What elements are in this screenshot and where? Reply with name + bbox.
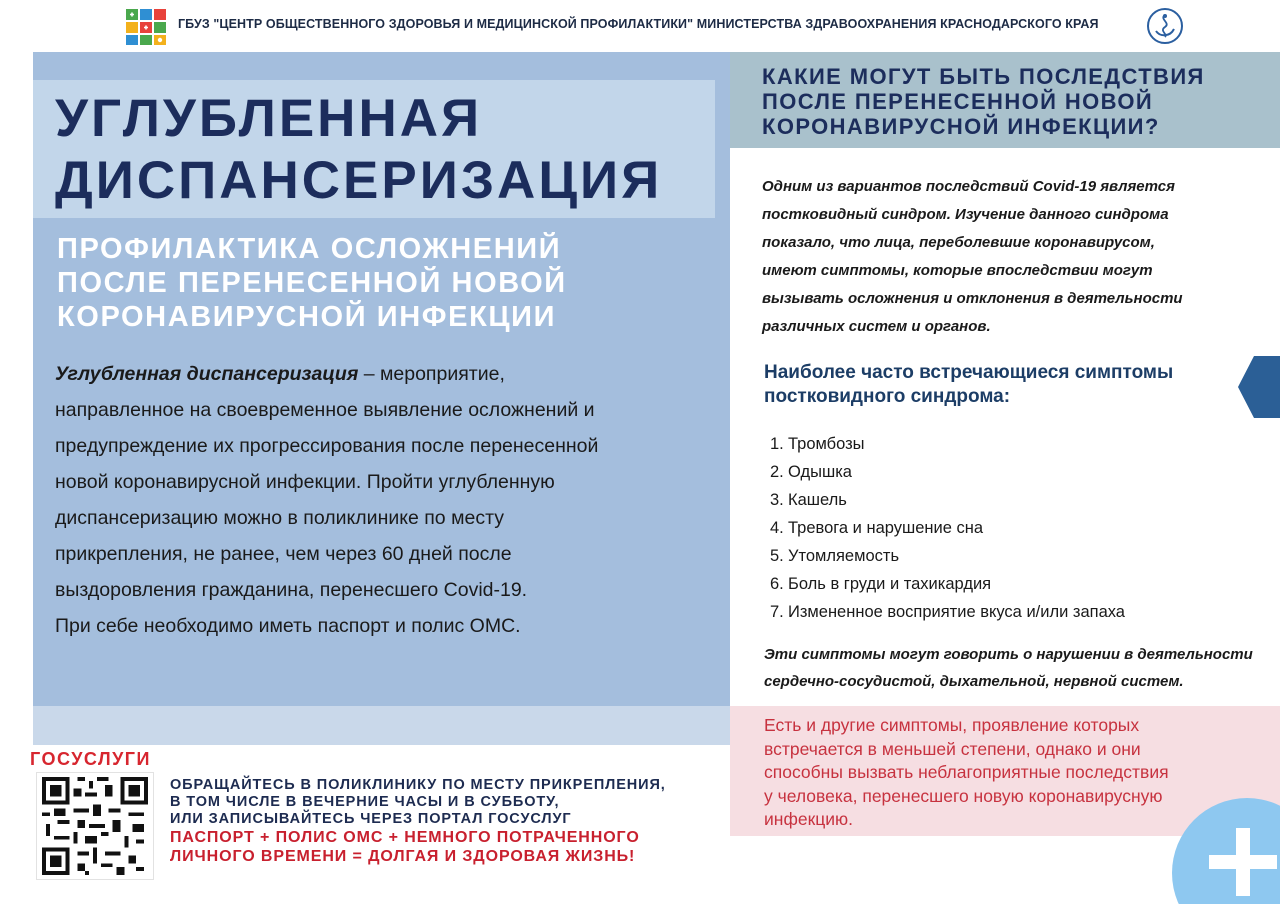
- consequences-title: [762, 64, 1205, 139]
- description-line: новой коронавирусной инфекции. Пройти углубленную: [55, 471, 555, 493]
- other-symptoms-line: способны вызвать неблагоприятные последствия: [764, 762, 1169, 782]
- description-line: прикрепления, не ранее, чем через 60 дней после: [55, 543, 512, 565]
- plus-icon: [1172, 798, 1280, 904]
- other-symptoms-text: [764, 714, 1169, 832]
- symptoms-heading-line: постковидного синдрома:: [764, 386, 1011, 407]
- list-item-text: Кашель: [788, 491, 847, 509]
- page-title-line: УГЛУБЛЕННАЯ: [55, 89, 483, 148]
- intro-line: показало, что лица, переболевшие коронавирусом,: [762, 234, 1155, 251]
- outro-line: сердечно-сосудистой, дыхательной, нервной систем.: [764, 673, 1184, 690]
- subtitle-line: ПОСЛЕ ПЕРЕНЕСЕННОЙ НОВОЙ: [57, 267, 567, 299]
- cta-line: ИЛИ ЗАПИСЫВАЙТЕСЬ ЧЕРЕЗ ПОРТАЛ ГОСУСЛУГ: [170, 811, 572, 827]
- list-item-text: Боль в груди и тахикардия: [788, 575, 992, 593]
- consequences-title-line: ПОСЛЕ ПЕРЕНЕСЕННОЙ НОВОЙ: [762, 89, 1154, 114]
- other-symptoms-line: встречается в меньшей степени, однако и они: [764, 738, 1141, 759]
- cta-slogan-line: ПАСПОРТ + ПОЛИС ОМС + НЕМНОГО ПОТРАЧЕННОГО: [170, 829, 640, 846]
- list-item-number: 1.: [770, 435, 784, 453]
- list-item: [770, 514, 1125, 542]
- symptoms-heading-line: Наиболее часто встречающиеся симптомы: [764, 362, 1174, 383]
- list-item-number: 7.: [770, 603, 784, 621]
- cta-line: В ТОМ ЧИСЛЕ В ВЕЧЕРНИЕ ЧАСЫ И В СУББОТУ,: [170, 794, 560, 810]
- description-line: диспансеризацию можно в поликлинике по месту: [55, 507, 504, 529]
- list-item-text: Тромбозы: [788, 435, 865, 453]
- list-item: [770, 430, 1125, 458]
- list-item: [770, 570, 1125, 598]
- symptoms-outro: [764, 641, 1253, 695]
- page-subtitle: [57, 232, 567, 334]
- gosuslugi-label: ГОСУСЛУГИ: [30, 749, 151, 769]
- description-line: предупреждение их прогрессирования после перенесенной: [55, 435, 599, 457]
- list-item-number: 6.: [770, 575, 784, 593]
- description-line: [55, 356, 705, 392]
- intro-line: Одним из вариантов последствий Covid-19 является: [762, 178, 1175, 195]
- organization-logo-icon: [126, 9, 166, 45]
- arrow-left-icon: [1238, 356, 1280, 418]
- subtitle-line: ПРОФИЛАКТИКА ОСЛОЖНЕНИЙ: [57, 233, 562, 265]
- ministry-emblem-icon: [1146, 7, 1184, 45]
- postcovid-intro: [762, 173, 1183, 341]
- list-item-number: 4.: [770, 519, 784, 537]
- list-item-number: 5.: [770, 547, 784, 565]
- call-to-action: [170, 777, 666, 866]
- description-line: При себе необходимо иметь паспорт и полис ОМС.: [55, 615, 521, 637]
- description-line: направленное на своевременное выявление осложнений и: [55, 399, 595, 421]
- list-item: [770, 458, 1125, 486]
- cta-slogan-line: ЛИЧНОГО ВРЕМЕНИ = ДОЛГАЯ И ЗДОРОВАЯ ЖИЗНЬ!: [170, 848, 636, 865]
- cta-line: ОБРАЩАЙТЕСЬ В ПОЛИКЛИНИКУ ПО МЕСТУ ПРИКРЕПЛЕНИЯ,: [170, 777, 666, 793]
- outro-line: Эти симптомы могут говорить о нарушении в деятельности: [764, 646, 1253, 663]
- other-symptoms-line: Есть и другие симптомы, проявление которых: [764, 715, 1140, 735]
- subtitle-line: КОРОНАВИРУСНОЙ ИНФЕКЦИИ: [57, 301, 557, 333]
- other-symptoms-line: инфекцию.: [764, 809, 854, 829]
- intro-line: различных систем и органов.: [762, 318, 991, 335]
- page-title: [55, 88, 662, 212]
- symptoms-list: [770, 430, 1125, 626]
- list-item: [770, 486, 1125, 514]
- consequences-title-line: КОРОНАВИРУСНОЙ ИНФЕКЦИИ?: [762, 114, 1160, 139]
- list-item-text: Утомляемость: [788, 547, 900, 565]
- left-bottom-strip: [33, 706, 730, 745]
- description-text: [55, 356, 705, 644]
- qr-code[interactable]: [36, 772, 154, 880]
- page-header: [0, 0, 1280, 52]
- page-title-line: ДИСПАНСЕРИЗАЦИЯ: [55, 151, 663, 210]
- description-emphasis: Углубленная диспансеризация: [55, 363, 359, 385]
- intro-line: вызывать осложнения и отклонения в деятельности: [762, 290, 1183, 307]
- list-item: [770, 542, 1125, 570]
- list-item-text: Одышка: [788, 463, 852, 481]
- list-item-text: Тревога и нарушение сна: [788, 519, 984, 537]
- list-item-number: 2.: [770, 463, 784, 481]
- description-first-rest: – мероприятие,: [358, 363, 505, 385]
- list-item-text: Измененное восприятие вкуса и/или запаха: [788, 603, 1125, 621]
- organization-name: ГБУЗ "ЦЕНТР ОБЩЕСТВЕННОГО ЗДОРОВЬЯ И МЕДИЦИНСКОЙ ПРОФИЛАКТИКИ" МИНИСТЕРСТВА ЗДРАВООХРАНЕНИЯ КРАСНОДАРСКОГО КРАЯ: [178, 17, 1099, 31]
- consequences-title-line: КАКИЕ МОГУТ БЫТЬ ПОСЛЕДСТВИЯ: [762, 64, 1205, 89]
- intro-line: постковидный синдром. Изучение данного синдрома: [762, 206, 1169, 223]
- list-item: [770, 598, 1125, 626]
- description-line: выздоровления гражданина, перенесшего Covid-19.: [55, 579, 528, 601]
- list-item-number: 3.: [770, 491, 784, 509]
- other-symptoms-line: у человека, перенесшего новую коронавирусную: [764, 785, 1163, 806]
- intro-line: имеют симптомы, которые впоследствии могут: [762, 262, 1153, 279]
- symptoms-heading: [764, 361, 1173, 409]
